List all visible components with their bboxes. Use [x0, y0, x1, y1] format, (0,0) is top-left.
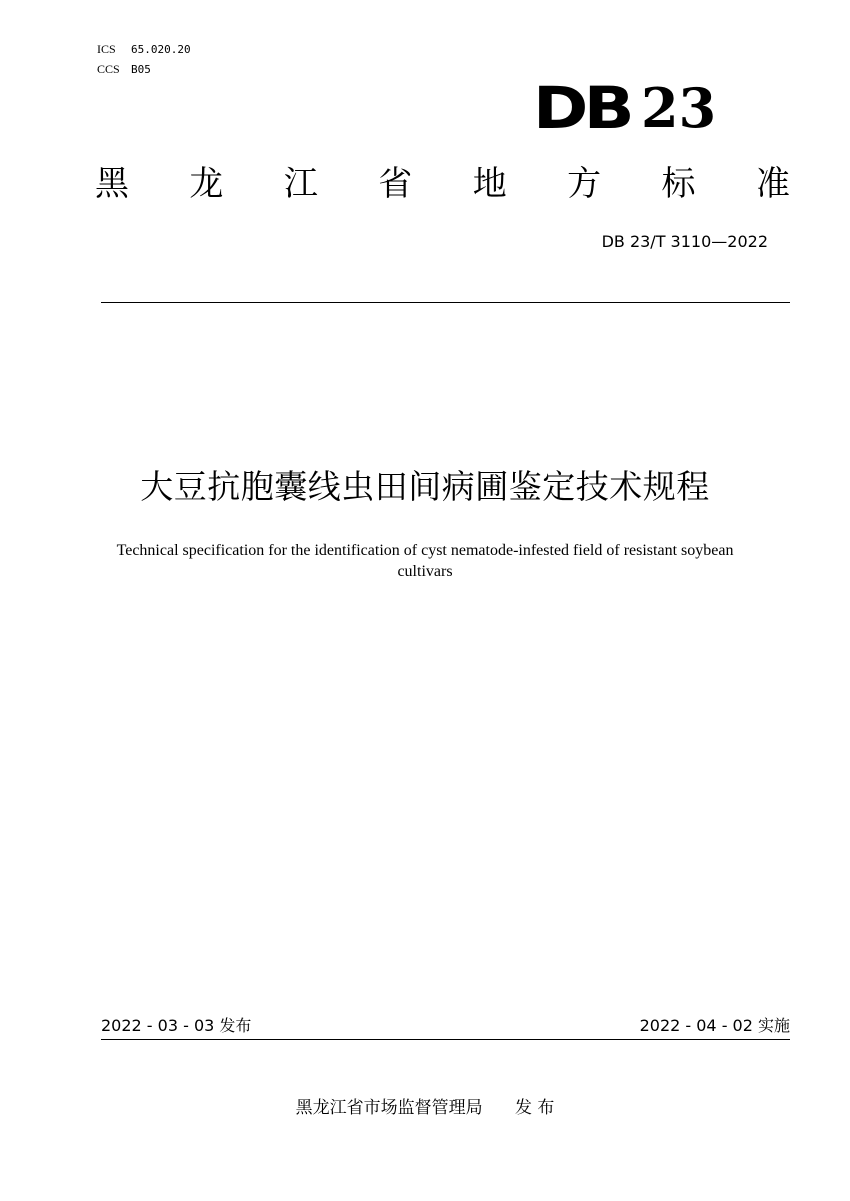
footer-divider: [101, 1039, 790, 1040]
ccs-classification: [97, 62, 151, 77]
release-date: 2022 - 03 - 03 发布: [101, 1016, 252, 1035]
logo-prefix: DB: [533, 74, 631, 142]
logo-number: 23: [641, 76, 717, 140]
standard-type-char: 省: [378, 164, 413, 204]
standard-type-char: 龙: [189, 164, 224, 204]
standard-type-char: 方: [567, 164, 602, 204]
standard-type-char: 准: [755, 164, 790, 204]
publish-label: 发 布: [515, 1098, 555, 1118]
standard-code: DB 23/T 3110—2022: [601, 232, 768, 251]
document-title-zh: 大豆抗胞囊线虫田间病圃鉴定技术规程: [140, 467, 710, 506]
ics-value: 65.020.20: [131, 43, 191, 56]
standard-type-title: [95, 162, 790, 206]
db23-logo: [533, 74, 733, 142]
ccs-value: B05: [131, 63, 151, 76]
header-divider: [101, 302, 790, 303]
document-title-en: Technical specification for the identification of cyst nematode-infested field of resistant soybean cultivars: [116, 542, 734, 580]
ccs-label: CCS: [97, 62, 120, 76]
implement-date: 2022 - 04 - 02 实施: [639, 1016, 790, 1035]
standard-type-char: 江: [283, 164, 318, 204]
standard-type-char: 黑: [95, 164, 129, 204]
ics-classification: [97, 42, 191, 57]
publisher-line: [0, 1096, 850, 1120]
ics-label: ICS: [97, 42, 116, 56]
standard-type-char: 地: [472, 164, 507, 204]
publisher-name: 黑龙江省市场监督管理局: [295, 1098, 483, 1118]
standard-type-char: 标: [661, 164, 696, 204]
